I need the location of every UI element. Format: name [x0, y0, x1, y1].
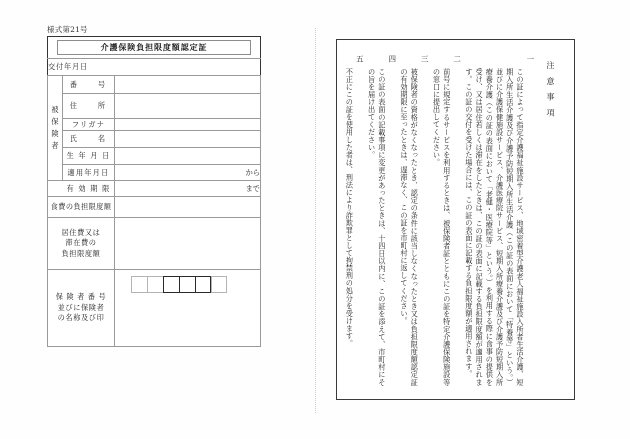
- residence-cost-label-line-1: 居住費又は: [61, 227, 101, 237]
- note-item: [431, 47, 462, 386]
- row-label-name: 氏 名: [63, 131, 115, 148]
- table-row-expiry: [48, 181, 261, 197]
- side-label-char-4: 者: [51, 141, 59, 151]
- insurer-number-cell: [115, 270, 261, 347]
- side-label-char-1: 被: [51, 104, 59, 114]
- note-item: [344, 47, 365, 386]
- table-row-furigana: [48, 119, 261, 131]
- insurer-label-line-1: 保 険 者 番 号: [55, 292, 107, 302]
- row-label-apply-date: 適用年月日: [63, 165, 115, 181]
- note-item: [399, 47, 430, 386]
- table-row-residence-cost: [48, 218, 261, 270]
- table-row-apply-date: [48, 165, 261, 181]
- note-text: この証によって指定介護福祉施設サービス、地域密着型介護老人福祉施設入所者生活介護、短期入所生活介護及び介護予防短期入所生活介護（この証の表面において「特養等」という。）並びに介護保健施設サービス、介護医療院サービス、短期入所療養介護及び介護予防短期入所療養介護（この証の表面において「老健・医療院等」という。）を利用する際に食事の提供を受け、又は居住若しくは滞在をしたときは、この証の表面に記載する負担限度額が適用されます。この証の交付を受けた場合には、この証の表面に記載する負担限度額が適用されます。: [464, 68, 525, 386]
- certificate-table: [47, 36, 261, 347]
- note-marker: 四: [387, 55, 397, 63]
- title-cell: [48, 37, 261, 59]
- form-number-label: 様式第21号: [47, 25, 88, 34]
- table-row-meal-cost: [48, 197, 261, 218]
- side-label-char-3: 険: [51, 129, 59, 139]
- note-marker: 一: [526, 55, 535, 63]
- insurer-number-cell-3[interactable]: [163, 276, 179, 293]
- table-row-issue-date: [48, 59, 261, 76]
- certificate-title: 介護保険負担限度額認定証: [57, 40, 251, 55]
- table-row-title: [48, 37, 261, 59]
- residence-cost-label: [48, 218, 115, 270]
- notes-content: [344, 47, 565, 392]
- fold-line: [315, 28, 316, 413]
- residence-cost-label-line-2: 滞在費の: [65, 238, 97, 248]
- notes-panel: [336, 39, 575, 400]
- table-row-address: [48, 94, 261, 119]
- meal-cost-value[interactable]: [115, 197, 261, 218]
- insurer-label: [48, 270, 115, 347]
- insurer-number-cell-5[interactable]: [195, 276, 211, 293]
- table-row-insurer: [48, 270, 261, 347]
- insurer-number-cell-2[interactable]: [147, 276, 163, 293]
- note-text: この証の表面の記載事項に変更があったときは、十四日以内に、この証を添えて、市町村にその旨を届け出てください。: [367, 68, 387, 386]
- row-value-number[interactable]: [115, 76, 261, 94]
- insurer-label-line-3: の名称及び印: [57, 313, 105, 323]
- note-item: [464, 47, 536, 386]
- residence-cost-value[interactable]: [115, 218, 261, 270]
- row-value-birthdate[interactable]: [115, 148, 261, 165]
- note-text: 被保険者の資格がなくなったとき、認定の条件に該当しなくなったとき又は負担限度額認定証の有効期限に至ったときは、遅滞なく、この証を市町村に返してください。: [400, 68, 420, 386]
- note-text: 不正にこの証を使用した者は、刑法により詐欺罪として拘禁刑の処分を受けます。: [345, 68, 355, 348]
- row-label-address: 住 所: [63, 94, 115, 119]
- insured-person-side-label: [48, 76, 63, 181]
- insurer-number-boxes: [131, 276, 260, 293]
- row-value-expiry[interactable]: まで: [115, 181, 261, 197]
- residence-cost-label-line-3: 負担限度額: [61, 248, 101, 258]
- issue-date-label: 交付年月日: [48, 59, 261, 76]
- side-label-char-2: 保: [51, 117, 59, 127]
- row-label-furigana: フリガナ: [63, 119, 115, 131]
- note-marker: 五: [355, 55, 365, 63]
- row-value-furigana[interactable]: [115, 119, 261, 131]
- meal-cost-label: 食費の負担限度額: [48, 197, 115, 218]
- note-marker: 三: [420, 55, 430, 63]
- note-item: [366, 47, 397, 386]
- table-row-number: [48, 76, 261, 94]
- row-label-expiry: 有 効 期 限: [48, 181, 115, 197]
- insurer-label-line-2: 並びに保険者: [57, 302, 105, 312]
- row-label-birthdate: 生 年 月 日: [63, 148, 115, 165]
- row-value-name[interactable]: [115, 131, 261, 148]
- insurer-number-cell-4[interactable]: [179, 276, 195, 293]
- table-row-name: [48, 131, 261, 148]
- row-label-number: 番 号: [63, 76, 115, 94]
- notes-heading: 注意事項: [546, 61, 556, 124]
- certificate-form: [47, 26, 261, 347]
- note-marker: 二: [452, 55, 462, 63]
- row-value-apply-date[interactable]: から: [115, 165, 261, 181]
- note-text: 前号に規定するサービスを利用するときは、被保険者証とともにこの証を特定介護保険施設等の窓口に提出してください。: [432, 68, 452, 386]
- row-value-address[interactable]: [115, 94, 261, 119]
- table-row-birthdate: [48, 148, 261, 165]
- insurer-number-cell-1[interactable]: [131, 276, 147, 293]
- insurer-number-cell-6[interactable]: [211, 276, 227, 293]
